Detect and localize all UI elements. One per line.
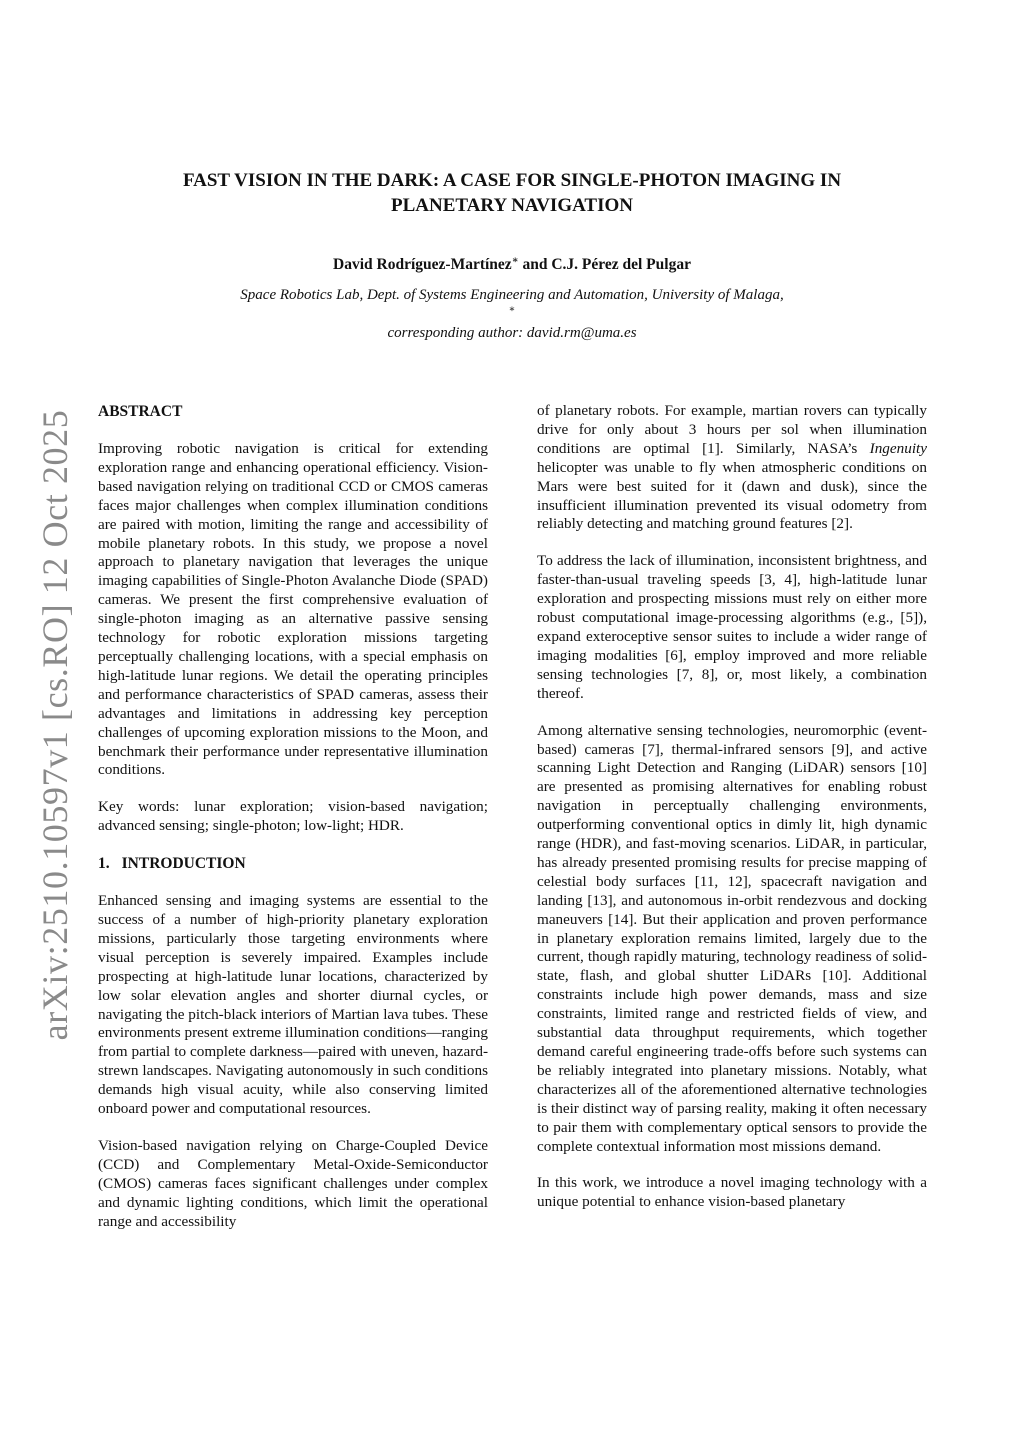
author-list [140,256,884,274]
author-secondary: and C.J. Pérez del Pulgar [518,256,691,273]
paper-title: FAST VISION IN THE DARK: A CASE FOR SINGLE-PHOTON IMAGING IN PLANETARY NAVIGATION [182,170,842,216]
affiliation-line: Space Robotics Lab, Dept. of Systems Engineering and Automation, University of Malaga, [240,287,784,303]
intro-paragraph-3-start: of planetary robots. For example, martian rovers can typically drive for only about 3 hours per sol when illumination conditions are optimal [1]. Similarly, NASA’s [537,402,927,457]
corresponding-mark: ∗ [511,254,519,266]
intro-paragraph-3 [537,402,927,534]
abstract-text: Improving robotic navigation is critical for extending exploration range and enhancing operational efficiency. Vision-based navigation relying on traditional CCD or CMOS cameras faces major challenges when complex illumination conditions are paired with motion, limiting the range and accessibility of mobile planetary robots. In this study, we propose a novel approach to planetary navigation that leverages the unique imaging capabilities of Single-Photon Avalanche Diode (SPAD) cameras. We present the first comprehensive evaluation of single-photon imaging as an alternative passive sensing technology for robotic exploration missions targeting perceptually challenging locations, with a special emphasis on high-latitude lunar regions. We detail the operating principles and performance characteristics of SPAD cameras, assess their advantages and limitations in addressing key perception challenges of upcoming exploration missions to the Moon, and benchmark their performance under representative illumination conditions. [98,440,488,779]
corresponding-author-email: corresponding author: david.rm@uma.es [387,325,637,341]
affiliation [140,286,884,343]
intro-paragraph-3-end: helicopter was unable to fly when atmospheric conditions on Mars were best suited for it (dawn and dusk), since the insufficient illumination prevented its visual odometry from reliably detecting and matching ground features [2]. [537,458,927,533]
keywords: Key words: lunar exploration; vision-based navigation; advanced sensing; single-photon; low-light; HDR. [98,798,488,835]
intro-paragraph-1: Enhanced sensing and imaging systems are essential to the success of a number of high-priority planetary exploration missions, particularly those targeting environments where visual perception is severely impaired. Examples include prospecting at high-latitude lunar locations, characterized by low solar elevation angles and shorter diurnal cycles, or navigating the pitch-black interiors of Martian lava tubes. These environments present extreme illumination conditions—ranging from partial to complete darkness—paired with uneven, hazard-strewn landscapes. Navigating autonomously in such conditions demands high visual acuity, while also conserving limited onboard power and computational resources. [98,892,488,1118]
ingenuity-name: Ingenuity [869,439,927,457]
author-primary: David Rodríguez-Martínez [333,256,512,273]
intro-paragraph-2: Vision-based navigation relying on Charge-Coupled Device (CCD) and Complementary Metal-Oxide-Semiconductor (CMOS) cameras faces significant challenges under complex and dynamic lighting conditions, which limit the operational range and accessibility [98,1137,488,1230]
abstract-heading: ABSTRACT [98,403,183,420]
right-column [537,402,927,1230]
intro-paragraph-4: To address the lack of illumination, inconsistent brightness, and faster-than-usual traveling speeds [3, 4], high-latitude lunar exploration and prospecting missions must rely on either more robust computational image-processing algorithms (e.g., [5]), expand exteroceptive sensor suites to include a wider range of imaging modalities [6], employ improved and more reliable sensing technologies [7, 8], or, most likely, a combination thereof. [537,552,927,702]
section-title: INTRODUCTION [121,855,246,873]
section-number: 1. [98,855,110,873]
intro-paragraph-6: In this work, we introduce a novel imaging technology with a unique potential to enhance vision-based planetary [537,1174,927,1211]
section-heading-introduction [98,854,488,873]
left-column [98,402,488,1250]
corresponding-author-line [140,305,884,343]
intro-paragraph-5: Among alternative sensing technologies, neuromorphic (event-based) cameras [7], thermal-infrared sensors [9], and active scanning Light Detection and Ranging (LiDAR) sensors [10] are presented as promising alternatives for enabling robust navigation in perceptually challenging environments, outperforming conventional optics in dimly lit, high dynamic range (HDR), and fast-moving scenarios. LiDAR, in particular, has already presented promising results for precise mapping of celestial body surfaces [11, 12], spacecraft navigation and landing [13], and autonomous in-orbit rendezvous and docking maneuvers [14]. But their application and proven performance in planetary exploration remains limited, largely due to the current, though rapidly maturing, technology readiness of solid-state, flash, and global shutter LiDARs [10]. Additional constraints include high power demands, mass and size constraints, limited range and restricted fields of view, and substantial data throughput requirements, which together demand careful engineering trade-offs before such systems can be reliably integrated into planetary missions. Notably, what characterizes all of the aforementioned alternative technologies is their distinct way of parsing reality, making it often necessary to pair them with complementary optical sensors to provide the complete contextual information most missions demand. [537,721,927,1155]
corresponding-mark-affil: ∗ [508,304,516,315]
arxiv-identifier: arXiv:2510.10597v1 [cs.RO] 12 Oct 2025 [35,409,75,1041]
